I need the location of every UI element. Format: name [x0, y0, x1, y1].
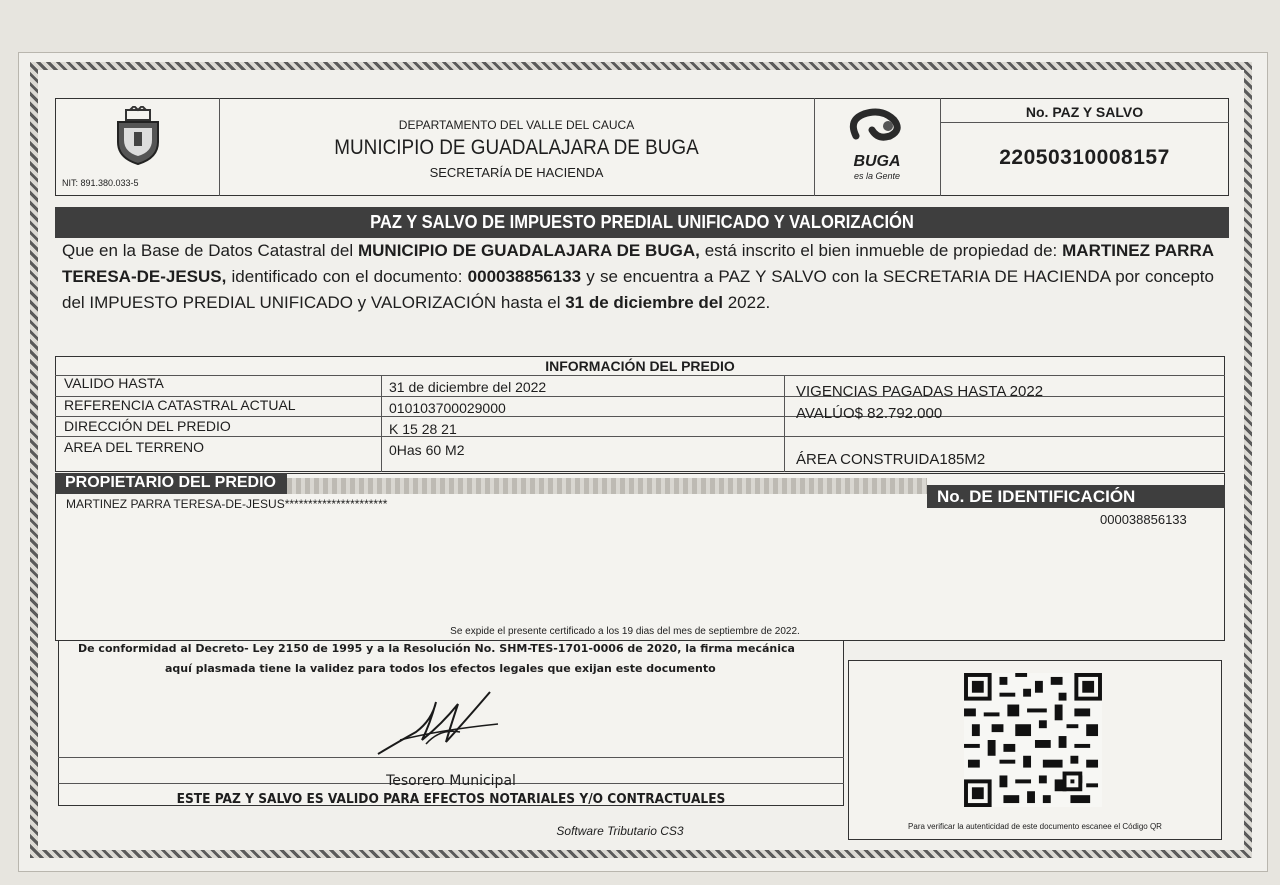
propietario-id: 000038856133 [1100, 512, 1187, 527]
vigencias-text: VIGENCIAS PAGADAS HASTA 2022 [796, 383, 1044, 400]
predio-title: INFORMACIÓN DEL PREDIO [545, 358, 735, 374]
identificacion-title: No. DE IDENTIFICACIÓN [937, 487, 1136, 506]
decree-line-1: De conformidad al Decreto- Ley 2150 de 1995 y a la Resolución No. SHM-TES-1701-0006 de 2020, la firma mecánica [78, 642, 795, 655]
buga-logo-text: BUGA [853, 153, 901, 170]
municipality-title: MUNICIPIO DE GUADALAJARA DE BUGA [334, 136, 699, 159]
propietario-title-bar [55, 473, 287, 494]
predio-value-referencia: 010103700029000 [389, 400, 506, 416]
buga-logo-tagline: es la Gente [853, 171, 901, 181]
software-text: Software Tributario CS3 [556, 824, 684, 838]
office-text: SECRETARÍA DE HACIENDA [429, 165, 604, 180]
buga-logo-icon [842, 106, 912, 156]
qr-code-icon[interactable] [963, 673, 1103, 807]
propietario-title: PROPIETARIO DEL PREDIO [65, 474, 276, 491]
avaluo-text: AVALÚO$ 82.792.000 [796, 405, 943, 422]
certificate-title: PAZ Y SALVO DE IMPUESTO PREDIAL UNIFICADO Y VALORIZACIÓN [370, 212, 914, 232]
predio-value-area: 0Has 60 M2 [389, 442, 465, 458]
predio-value-valido: 31 de diciembre del 2022 [389, 379, 547, 395]
propietario-name: MARTINEZ PARRA TERESA-DE-JESUS********************** [66, 497, 388, 511]
nit-text: NIT: 891.380.033-5 [62, 178, 139, 188]
decree-line-2: aquí plasmada tiene la validez para todos los efectos legales que exijan este documento [165, 662, 716, 675]
expide-text: Se expide el presente certificado a los 19 dias del mes de septiembre de 2022. [450, 626, 800, 637]
area-construida-text: ÁREA CONSTRUIDA185M2 [796, 451, 986, 468]
paz-number: 22050310008157 [999, 146, 1170, 169]
validity-text: ESTE PAZ Y SALVO ES VALIDO PARA EFECTOS NOTARIALES Y/O CONTRACTUALES [176, 792, 726, 807]
signature-icon [370, 684, 510, 760]
signer-title: Tesorero Municipal [386, 773, 516, 789]
department-text: DEPARTAMENTO DEL VALLE DEL CAUCA [398, 118, 635, 132]
predio-label-direccion: DIRECCIÓN DEL PREDIO [64, 418, 231, 434]
certificate-title-bar [55, 207, 1229, 238]
certificate-body: Que en la Base de Datos Catastral del MUNICIPIO DE GUADALAJARA DE BUGA, está inscrito el bien inmueble de propiedad de: MARTINEZ PARRA TERESA-DE-JESUS, identificado con el documento: 000038856133 y se encuentra a PAZ Y SALVO con la SECRETARIA DE HACIENDA por concepto del IMPUESTO PREDIAL UNIFICADO y VALORIZACIÓN hasta el 31 de diciembre del 2022. [62, 241, 1214, 312]
predio-label-area: AREA DEL TERRENO [64, 439, 205, 455]
qr-caption: Para verificar la autenticidad de este documento escanee el Código QR [908, 822, 1162, 831]
predio-value-direccion: K 15 28 21 [389, 421, 457, 437]
identificacion-title-bar [927, 485, 1225, 508]
predio-label-valido: VALIDO HASTA [64, 375, 164, 391]
coat-of-arms-icon [108, 106, 168, 168]
predio-label-referencia: REFERENCIA CATASTRAL ACTUAL [64, 397, 296, 413]
paz-label: No. PAZ Y SALVO [1025, 104, 1144, 120]
